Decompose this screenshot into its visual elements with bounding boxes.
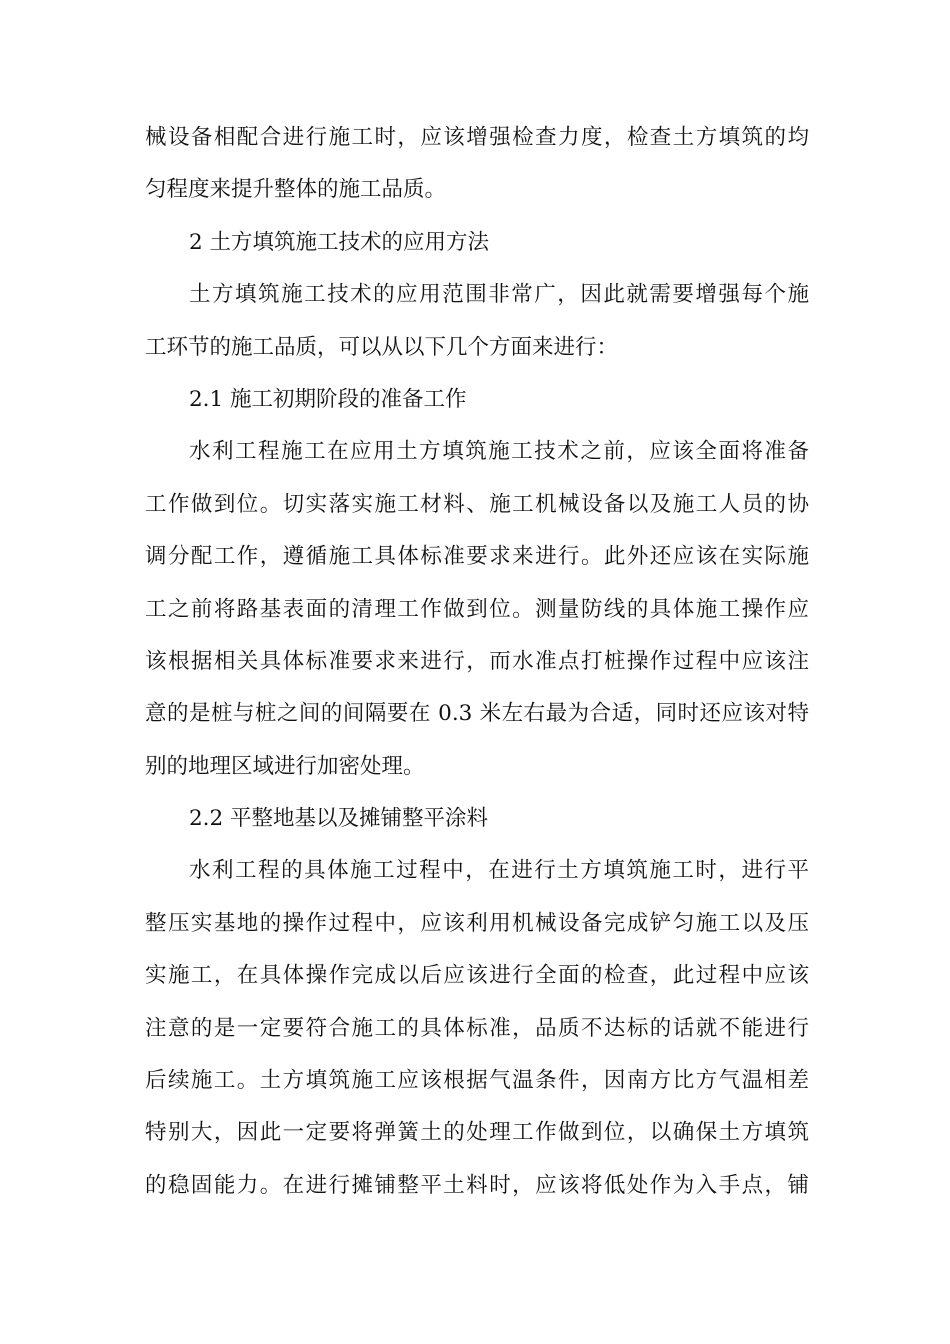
paragraph-line: 意的是桩与桩之间的间隔要在 0.3 米左右最为合适，同时还应该对特: [145, 701, 809, 727]
subsection-heading: 2.1 施工初期阶段的准备工作: [189, 386, 467, 412]
section-heading: 2 土方填筑施工技术的应用方法: [189, 229, 490, 255]
paragraph-line: 匀程度来提升整体的施工品质。: [145, 177, 447, 203]
paragraph-line: 该根据相关具体标准要求来进行，而水准点打桩操作过程中应该注: [145, 648, 809, 674]
paragraph-line: 械设备相配合进行施工时，应该增强检查力度，检查土方填筑的均: [145, 125, 809, 150]
paragraph-line: 实施工，在具体操作完成以后应该进行全面的检查，此过程中应该: [145, 963, 809, 989]
paragraph-line: 注意的是一定要符合施工的具体标准，品质不达标的话就不能进行: [145, 1015, 809, 1041]
paragraph-line: 调分配工作，遵循施工具体标准要求来进行。此外还应该在实际施: [145, 544, 809, 570]
paragraph-line: 的稳固能力。在进行摊铺整平土料时，应该将低处作为入手点，铺: [145, 1172, 809, 1198]
body-text: [145, 112, 809, 1212]
paragraph-line: 水利工程的具体施工过程中，在进行土方填筑施工时，进行平: [189, 858, 809, 884]
paragraph-line: 水利工程施工在应用土方填筑施工技术之前，应该全面将准备: [189, 439, 809, 465]
paragraph-line: 土方填筑施工技术的应用范围非常广，因此就需要增强每个施: [189, 282, 809, 308]
paragraph-line: 后续施工。土方填筑施工应该根据气温条件，因南方比方气温相差: [145, 1068, 809, 1094]
paragraph-line: 工环节的施工品质，可以从以下几个方面来进行：: [145, 334, 619, 360]
paragraph-line: 别的地理区域进行加密处理。: [145, 753, 425, 779]
paragraph-line: 整压实基地的操作过程中，应该利用机械设备完成铲匀施工以及压: [145, 910, 809, 936]
subsection-heading: 2.2 平整地基以及摊铺整平涂料: [189, 806, 489, 832]
paragraph-line: 工之前将路基表面的清理工作做到位。测量防线的具体施工操作应: [145, 596, 809, 622]
paragraph-line: 特别大，因此一定要将弹簧土的处理工作做到位，以确保土方填筑: [145, 1120, 809, 1146]
paragraph-line: 工作做到位。切实落实施工材料、施工机械设备以及施工人员的协: [145, 491, 809, 517]
